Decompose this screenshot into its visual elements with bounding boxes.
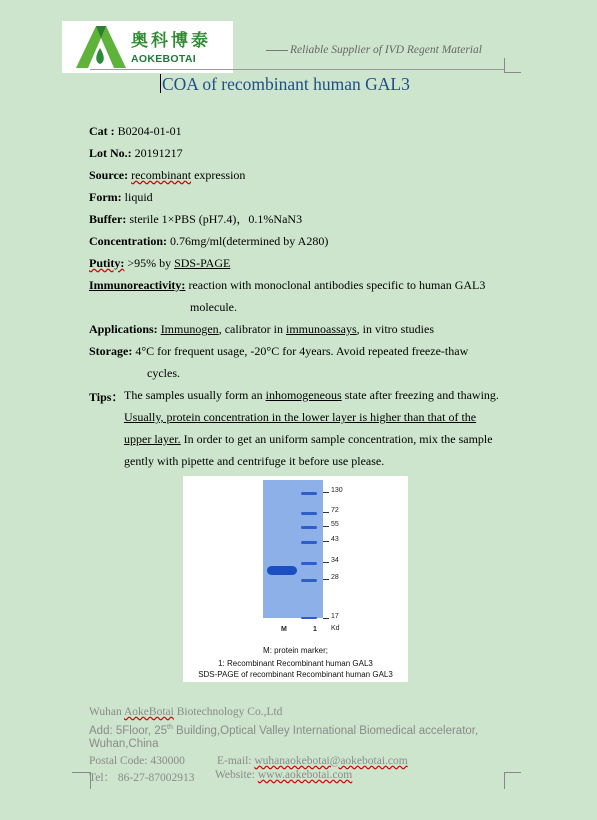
marker-label: 17 — [331, 613, 339, 620]
field-immunoreactivity — [89, 278, 485, 293]
tips-line-3a: upper layer. — [124, 432, 181, 446]
gel-band-marker-43 — [301, 541, 317, 544]
field-cat-label: Cat : — [89, 124, 115, 138]
footer-company-b: AokeBotai — [124, 706, 174, 718]
footer-postal: Postal Code: 430000 — [89, 755, 185, 767]
footer-company — [89, 706, 282, 718]
tips-line-3 — [124, 432, 493, 447]
marker-tick — [323, 526, 329, 527]
tagline-text: Reliable Supplier of IVD Regent Material — [290, 44, 482, 56]
gel-band-marker-17 — [301, 617, 317, 619]
field-concentration-label: Concentration: — [89, 234, 167, 248]
field-concentration-value: 0.76mg/ml(determined by A280) — [170, 234, 329, 248]
tips-line-4: gently with pipette and centrifuge it before use please. — [124, 454, 385, 468]
field-form-value: liquid — [124, 190, 153, 204]
field-applications — [89, 322, 434, 337]
marker-label: 130 — [331, 487, 343, 494]
field-applications-label: Applications: — [89, 322, 158, 336]
tips-line-2: Usually, protein concentration in the lower layer is higher than that of the — [124, 410, 477, 424]
footer-address-b: Building,Optical Valley International Biomedical accelerator, — [172, 724, 479, 737]
header-divider — [90, 69, 504, 70]
tips-line-1a: The samples usually form an — [124, 388, 266, 402]
field-cat-value: B0204-01-01 — [117, 124, 182, 138]
lane-label-marker: M — [281, 626, 287, 633]
sds-page-figure — [183, 476, 408, 682]
gel-image — [263, 480, 323, 618]
kd-unit-label: Kd — [331, 625, 340, 632]
header-tagline — [266, 44, 482, 56]
gel-band-marker-34 — [301, 562, 317, 565]
footer-company-a: Wuhan — [89, 706, 124, 718]
tips-label: Tips： — [89, 390, 124, 404]
field-form-label: Form: — [89, 190, 122, 204]
figure-caption-3: SDS-PAGE of recombinant Recombinant human GAL3 — [198, 670, 393, 679]
logo-mountain-icon — [70, 24, 130, 70]
field-buffer-label: Buffer: — [89, 212, 127, 226]
gel-band-marker-72 — [301, 512, 317, 515]
tips-line-1c: state after freezing and thawing. — [341, 388, 499, 402]
tagline-dash — [266, 50, 288, 51]
field-buffer — [89, 212, 302, 227]
logo-chinese-name: 奥科博泰 — [131, 31, 211, 51]
field-immunoreactivity-label: Immunoreactivity: — [89, 278, 186, 292]
footer-company-c: Biotechnology Co.,Ltd — [173, 706, 283, 718]
field-applications-value-a: Immunogen — [160, 322, 219, 336]
field-source-label: Source: — [89, 168, 129, 182]
field-storage-value-1: 4°C for frequent usage, -20°C for 4years. Avoid repeated freeze-thaw — [135, 344, 469, 358]
field-cat — [89, 124, 182, 139]
field-purity-label: Putity: — [89, 256, 125, 270]
document-title — [160, 74, 410, 95]
field-source — [89, 168, 245, 183]
field-applications-value-d: , in vitro studies — [356, 322, 435, 336]
footer-address-2: Wuhan,China — [89, 738, 159, 750]
tips-line-1 — [124, 388, 499, 403]
marker-tick — [323, 512, 329, 513]
gel-band-marker-130 — [301, 492, 317, 495]
figure-caption-2: 1: Recombinant Recombinant human GAL3 — [218, 659, 373, 668]
field-purity-value-b: SDS-PAGE — [174, 256, 231, 270]
footer-address-a: Add: 5Floor, 25 — [89, 724, 167, 737]
field-purity — [89, 256, 230, 271]
field-applications-value-b: , calibrator in — [218, 322, 286, 336]
field-source-value-a: recombinant — [131, 168, 192, 182]
marker-tick — [323, 618, 329, 619]
marker-label: 72 — [331, 507, 339, 514]
tips-line-3b: In order to get an uniform sample concentration, mix the sample — [180, 432, 493, 446]
tips-line-1b: inhomogeneous — [265, 388, 342, 402]
marker-tick — [323, 541, 329, 542]
field-source-value-b: expression — [191, 168, 246, 182]
field-buffer-value: sterile 1×PBS (pH7.4)，0.1%NaN3 — [129, 212, 303, 226]
footer-tel: Tel： 86-27-87002913 — [89, 772, 195, 784]
footer-email-link[interactable]: wuhanaokebotai@aokebotai.com — [254, 755, 408, 767]
footer-email-label: E-mail: — [217, 755, 255, 767]
gel-band-marker-28 — [301, 579, 317, 582]
field-lot-label: Lot No.: — [89, 146, 132, 160]
field-storage-label: Storage: — [89, 344, 133, 358]
footer-website-label: Website: — [215, 769, 258, 781]
footer-email — [217, 755, 408, 767]
field-purity-value-a: >95% by — [127, 256, 175, 270]
field-lot-value: 20191217 — [134, 146, 183, 160]
field-applications-value-c: immunoassays — [286, 322, 357, 336]
text-cursor — [160, 74, 161, 93]
marker-tick — [323, 579, 329, 580]
lane-label-sample: 1 — [313, 626, 317, 633]
footer-address-sup: th — [167, 724, 173, 731]
field-immunoreactivity-value-2: molecule. — [190, 300, 237, 314]
gel-band-sample — [267, 566, 297, 575]
field-storage — [89, 344, 468, 359]
corner-mark-top-right — [504, 58, 521, 73]
marker-label: 43 — [331, 536, 339, 543]
document-title-text: COA of recombinant human GAL3 — [162, 74, 410, 94]
footer-website-link[interactable]: www.aokebotai.com — [257, 769, 353, 781]
field-lot — [89, 146, 183, 161]
marker-tick — [323, 492, 329, 493]
gel-band-marker-55 — [301, 526, 317, 529]
marker-label: 55 — [331, 521, 339, 528]
marker-label: 34 — [331, 557, 339, 564]
company-logo — [62, 21, 233, 73]
marker-label: 28 — [331, 574, 339, 581]
field-storage-value-2: cycles. — [147, 366, 180, 380]
marker-tick — [323, 562, 329, 563]
figure-caption-1: M: protein marker; — [263, 646, 328, 655]
corner-mark-bottom-right — [504, 772, 521, 789]
field-form — [89, 190, 153, 205]
field-immunoreactivity-value-1: reaction with monoclonal antibodies specific to human GAL3 — [188, 278, 486, 292]
field-concentration — [89, 234, 328, 249]
footer-address-1 — [89, 724, 478, 737]
logo-english-name: AOKEBOTAI — [131, 53, 196, 65]
footer-website — [215, 769, 352, 781]
